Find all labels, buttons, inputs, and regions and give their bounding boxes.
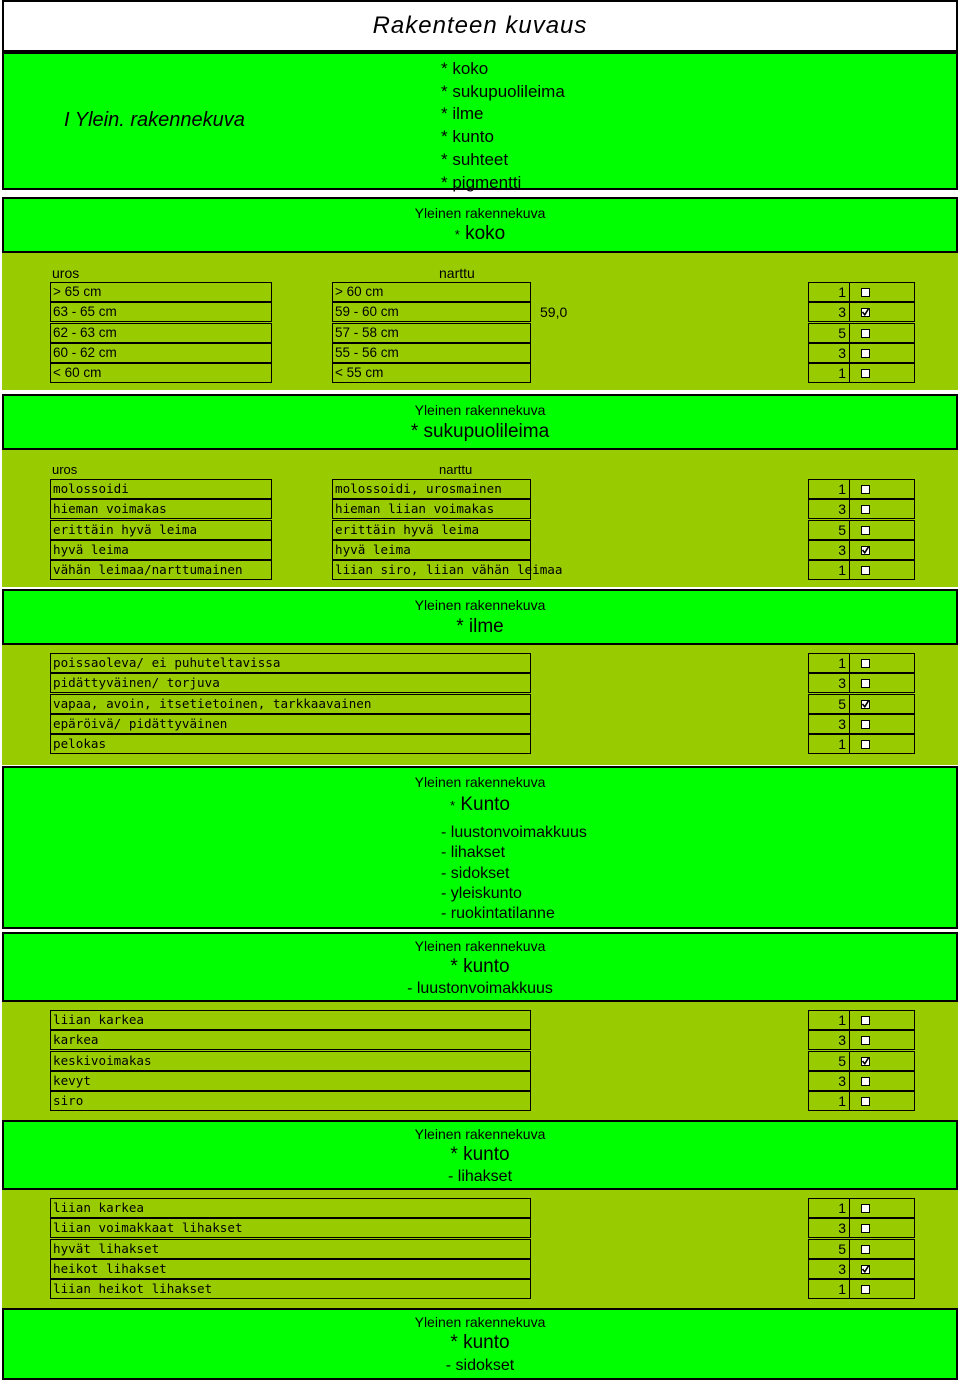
checkbox-cell [849, 1198, 915, 1218]
female-criterion: molossoidi, urosmainen [332, 479, 531, 499]
criterion-label: pelokas [50, 734, 531, 754]
checkbox-icon[interactable] [861, 1097, 870, 1106]
female-criterion: 59 - 60 cm [332, 302, 531, 322]
luusto-header [2, 932, 958, 1002]
checkmark-icon[interactable] [861, 308, 870, 317]
section-title: * ilme [456, 616, 504, 637]
female-column-header: narttu [439, 265, 475, 281]
kunto-aspect-list [441, 823, 587, 924]
sidokset-header [2, 1308, 958, 1380]
male-criterion: hyvä leima [50, 540, 272, 560]
female-criterion: 55 - 56 cm [332, 343, 531, 363]
criterion-label: liian karkea [50, 1198, 531, 1218]
score-value: 1 [808, 363, 850, 383]
checkbox-icon[interactable] [861, 1285, 870, 1294]
checkbox-icon[interactable] [861, 1036, 870, 1045]
score-value: 3 [808, 343, 850, 363]
checkmark-icon[interactable] [861, 546, 870, 555]
criterion-label: liian heikot lihakset [50, 1279, 531, 1299]
female-criterion: < 55 cm [332, 363, 531, 383]
checkbox-icon[interactable] [861, 659, 870, 668]
criterion-label: epäröivä/ pidättyväinen [50, 714, 531, 734]
female-criterion: liian siro, liian vähän leimaa [332, 560, 531, 580]
section-title: * kunto [450, 956, 510, 977]
lihakset-header [2, 1120, 958, 1190]
overview-item: * suhteet [441, 149, 509, 169]
male-criterion: hieman voimakas [50, 499, 272, 519]
checkbox-cell [849, 499, 915, 519]
section-subtitle-2: - lihakset [447, 1168, 513, 1185]
checkbox-cell [849, 302, 915, 322]
checkbox-cell [849, 343, 915, 363]
female-criterion: 57 - 58 cm [332, 323, 531, 343]
checkbox-icon[interactable] [861, 1016, 870, 1025]
overview-item: * koko [441, 59, 489, 78]
male-criterion: 63 - 65 cm [50, 302, 272, 322]
overview-section [2, 52, 958, 190]
checkbox-cell [849, 282, 915, 302]
criterion-label: siro [50, 1091, 531, 1111]
section-subtitle: Yleinen rakennekuva [414, 1314, 546, 1330]
checkbox-icon[interactable] [861, 740, 870, 749]
section-title: * kunto [450, 1332, 510, 1353]
section-title: * kunto [450, 1144, 510, 1165]
score-value: 1 [808, 1091, 850, 1111]
sukupuolileima-header [2, 394, 958, 450]
section-subtitle: Yleinen rakennekuva [414, 938, 546, 954]
section-subtitle: Yleinen rakennekuva [414, 774, 546, 790]
score-value: 3 [808, 1030, 850, 1050]
checkbox-icon[interactable] [861, 505, 870, 514]
checkmark-icon[interactable] [861, 1265, 870, 1274]
male-criterion: > 65 cm [50, 282, 272, 302]
score-value: 3 [808, 1218, 850, 1238]
section-subtitle-2: - sidokset [445, 1357, 515, 1374]
checkbox-cell [849, 479, 915, 499]
criterion-label: poissaoleva/ ei puhuteltavissa [50, 653, 531, 673]
male-column-header: uros [52, 265, 80, 281]
checkbox-icon[interactable] [861, 720, 870, 729]
male-criterion: vähän leimaa/narttumainen [50, 560, 272, 580]
checkbox-cell [849, 560, 915, 580]
score-value: 3 [808, 1071, 850, 1091]
checkbox-cell [849, 653, 915, 673]
overview-item: * kunto [441, 127, 494, 147]
kunto-aspect-item: - yleiskunto [441, 884, 522, 902]
male-criterion: < 60 cm [50, 363, 272, 383]
section-subtitle-2: - luustonvoimakkuus [407, 980, 553, 997]
checkbox-cell [849, 1218, 915, 1238]
kunto-intro-section [2, 766, 958, 929]
checkbox-icon[interactable] [861, 526, 870, 535]
score-value: 5 [808, 520, 850, 540]
title-box [2, 0, 958, 52]
checkbox-cell [849, 1091, 915, 1111]
checkbox-cell [849, 1279, 915, 1299]
score-value: 1 [808, 1198, 850, 1218]
score-value: 3 [808, 499, 850, 519]
overview-item: * pigmentti [441, 172, 522, 192]
score-value: 1 [808, 479, 850, 499]
criterion-label: liian voimakkaat lihakset [50, 1218, 531, 1238]
female-column-header: narttu [439, 462, 473, 477]
score-value: 3 [808, 1259, 850, 1279]
criterion-label: pidättyväinen/ torjuva [50, 673, 531, 693]
checkbox-cell [849, 1259, 915, 1279]
section-title: * sukupuolileima [410, 421, 550, 442]
checkbox-icon[interactable] [861, 349, 870, 358]
checkbox-icon[interactable] [861, 679, 870, 688]
checkbox-cell [849, 323, 915, 343]
score-value: 1 [808, 734, 850, 754]
score-value: 3 [808, 673, 850, 693]
kunto-aspect-item: - ruokintatilanne [441, 905, 555, 923]
checkbox-icon[interactable] [861, 1224, 870, 1233]
checkbox-icon[interactable] [861, 329, 870, 338]
checkbox-icon[interactable] [861, 1077, 870, 1086]
checkmark-icon[interactable] [861, 1057, 870, 1066]
measured-height-value: 59,0 [540, 304, 568, 320]
kunto-aspect-item: - sidokset [441, 864, 510, 882]
female-criterion: hyvä leima [332, 540, 531, 560]
section-subtitle: Yleinen rakennekuva [414, 1126, 546, 1142]
score-value: 1 [808, 1279, 850, 1299]
kunto-aspect-item: - lihakset [441, 844, 506, 862]
checkmark-icon[interactable] [861, 700, 870, 709]
checkbox-icon[interactable] [861, 369, 870, 378]
kunto-aspect-item: - luustonvoimakkuus [441, 824, 587, 841]
score-value: 1 [808, 560, 850, 580]
criterion-label: vapaa, avoin, itsetietoinen, tarkkaavainen [50, 694, 531, 714]
criterion-label: kevyt [50, 1071, 531, 1091]
star-marker: * [454, 227, 460, 242]
male-criterion: erittäin hyvä leima [50, 520, 272, 540]
section-title [4, 223, 956, 245]
score-value: 3 [808, 302, 850, 322]
female-criterion: hieman liian voimakas [332, 499, 531, 519]
checkbox-icon[interactable] [861, 1245, 870, 1254]
checkbox-cell [849, 673, 915, 693]
overview-item: * sukupuolileima [441, 81, 565, 101]
male-column-header: uros [52, 462, 78, 477]
criterion-label: karkea [50, 1030, 531, 1050]
score-value: 1 [808, 653, 850, 673]
score-value: 5 [808, 694, 850, 714]
section-title-text: koko [465, 223, 506, 244]
score-value: 5 [808, 323, 850, 343]
checkbox-cell [849, 734, 915, 754]
male-criterion: 62 - 63 cm [50, 323, 272, 343]
score-value: 5 [808, 1051, 850, 1071]
section-subtitle: Yleinen rakennekuva [414, 402, 546, 418]
checkbox-cell [849, 363, 915, 383]
checkbox-cell [849, 714, 915, 734]
criterion-label: hyvät lihakset [50, 1239, 531, 1259]
checkbox-cell [849, 1010, 915, 1030]
checkbox-cell [849, 520, 915, 540]
criterion-label: keskivoimakas [50, 1051, 531, 1071]
page-title: Rakenteen kuvaus [372, 12, 588, 39]
score-value: 1 [808, 1010, 850, 1030]
checkbox-cell [849, 1071, 915, 1091]
checkbox-cell [849, 1051, 915, 1071]
section-title-text: Kunto [460, 794, 510, 815]
overview-item: * ilme [441, 104, 484, 124]
checkbox-icon[interactable] [861, 566, 870, 575]
score-value: 3 [808, 714, 850, 734]
checkbox-cell [849, 1030, 915, 1050]
checkbox-icon[interactable] [861, 1204, 870, 1213]
male-criterion: molossoidi [50, 479, 272, 499]
criterion-label: liian karkea [50, 1010, 531, 1030]
checkbox-icon[interactable] [861, 485, 870, 494]
checkbox-cell [849, 1239, 915, 1259]
section-title [4, 794, 956, 816]
female-criterion: > 60 cm [332, 282, 531, 302]
checkbox-cell [849, 540, 915, 560]
overview-list [441, 58, 565, 194]
star-marker: * [450, 798, 456, 813]
criterion-label: heikot lihakset [50, 1259, 531, 1279]
checkbox-cell [849, 694, 915, 714]
female-criterion: erittäin hyvä leima [332, 520, 531, 540]
score-value: 1 [808, 282, 850, 302]
male-criterion: 60 - 62 cm [50, 343, 272, 363]
score-value: 5 [808, 1239, 850, 1259]
score-value: 3 [808, 540, 850, 560]
checkbox-icon[interactable] [861, 288, 870, 297]
ilme-header [2, 589, 958, 645]
section-subtitle: Yleinen rakennekuva [414, 205, 546, 221]
section-subtitle: Yleinen rakennekuva [414, 597, 546, 613]
koko-header [2, 197, 958, 253]
overview-label: I Ylein. rakennekuva [64, 109, 245, 131]
